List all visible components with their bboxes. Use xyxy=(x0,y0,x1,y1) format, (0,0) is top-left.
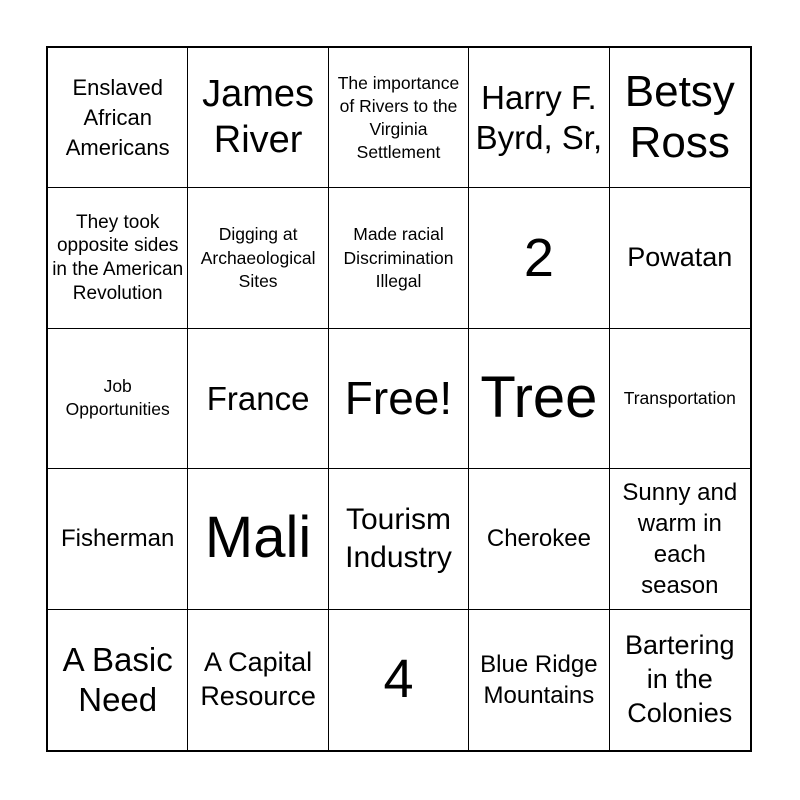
bingo-cell-r5-c2[interactable] xyxy=(188,610,328,750)
bingo-cell-r2-c1[interactable] xyxy=(48,188,188,328)
bingo-cell-text: Cherokee xyxy=(486,525,591,553)
bingo-board xyxy=(46,46,752,752)
bingo-cell-r4-c3[interactable] xyxy=(329,469,469,609)
bingo-cell-text: The importance of Rivers to the Virginia Settlement xyxy=(337,72,460,162)
bingo-cell-r1-c5[interactable] xyxy=(610,48,750,188)
bingo-cell-text: Mali xyxy=(204,505,312,571)
bingo-cell-r1-c1[interactable] xyxy=(48,48,188,188)
bingo-cell-text: A Basic Need xyxy=(62,641,173,718)
bingo-cell-r3-c4[interactable] xyxy=(469,329,609,469)
bingo-cell-r4-c4[interactable] xyxy=(469,469,609,609)
bingo-cell-free[interactable] xyxy=(329,329,469,469)
bingo-cell-text: They took opposite sides in the American Revolution xyxy=(52,211,184,304)
bingo-cell-r3-c1[interactable] xyxy=(48,329,188,469)
bingo-cell-text: 2 xyxy=(523,227,554,288)
bingo-cell-text: Transportation xyxy=(623,387,736,408)
bingo-cell-text: Tree xyxy=(480,365,598,431)
bingo-cell-text: Fisherman xyxy=(61,525,175,553)
bingo-cell-text: Tourism Industry xyxy=(345,503,452,574)
bingo-cell-text: Powatan xyxy=(627,242,733,273)
bingo-cell-r3-c2[interactable] xyxy=(188,329,328,469)
bingo-cell-text: James River xyxy=(202,73,315,161)
bingo-cell-r3-c5[interactable] xyxy=(610,329,750,469)
bingo-cell-r2-c4[interactable] xyxy=(469,188,609,328)
bingo-cell-r5-c5[interactable] xyxy=(610,610,750,750)
bingo-cell-r2-c2[interactable] xyxy=(188,188,328,328)
bingo-cell-text: Sunny and warm in each season xyxy=(622,478,738,600)
bingo-cell-r2-c5[interactable] xyxy=(610,188,750,328)
bingo-cell-r5-c1[interactable] xyxy=(48,610,188,750)
bingo-cell-r4-c2[interactable] xyxy=(188,469,328,609)
bingo-cell-text: A Capital Resource xyxy=(200,647,316,711)
bingo-cell-r5-c3[interactable] xyxy=(329,610,469,750)
bingo-cell-text: Enslaved African Americans xyxy=(65,75,170,160)
bingo-cell-r1-c4[interactable] xyxy=(469,48,609,188)
bingo-cell-r2-c3[interactable] xyxy=(329,188,469,328)
bingo-cell-text: France xyxy=(206,379,310,417)
bingo-cell-r1-c3[interactable] xyxy=(329,48,469,188)
bingo-cell-text: Bartering in the Colonies xyxy=(625,630,735,728)
bingo-cell-r4-c1[interactable] xyxy=(48,469,188,609)
bingo-cell-text: Digging at Archaeological Sites xyxy=(200,224,316,291)
bingo-cell-text: Made racial Discrimination Illegal xyxy=(343,224,454,291)
bingo-cell-text: Free! xyxy=(344,372,453,425)
bingo-cell-r1-c2[interactable] xyxy=(188,48,328,188)
bingo-cell-text: 4 xyxy=(383,649,414,710)
bingo-cell-text: Job Opportunities xyxy=(65,376,170,420)
bingo-cell-r4-c5[interactable] xyxy=(610,469,750,609)
bingo-cell-r5-c4[interactable] xyxy=(469,610,609,750)
bingo-cell-text: Betsy Ross xyxy=(624,67,735,167)
bingo-cell-text: Blue Ridge Mountains xyxy=(480,650,598,709)
bingo-cell-text: Harry F. Byrd, Sr, xyxy=(475,79,603,156)
